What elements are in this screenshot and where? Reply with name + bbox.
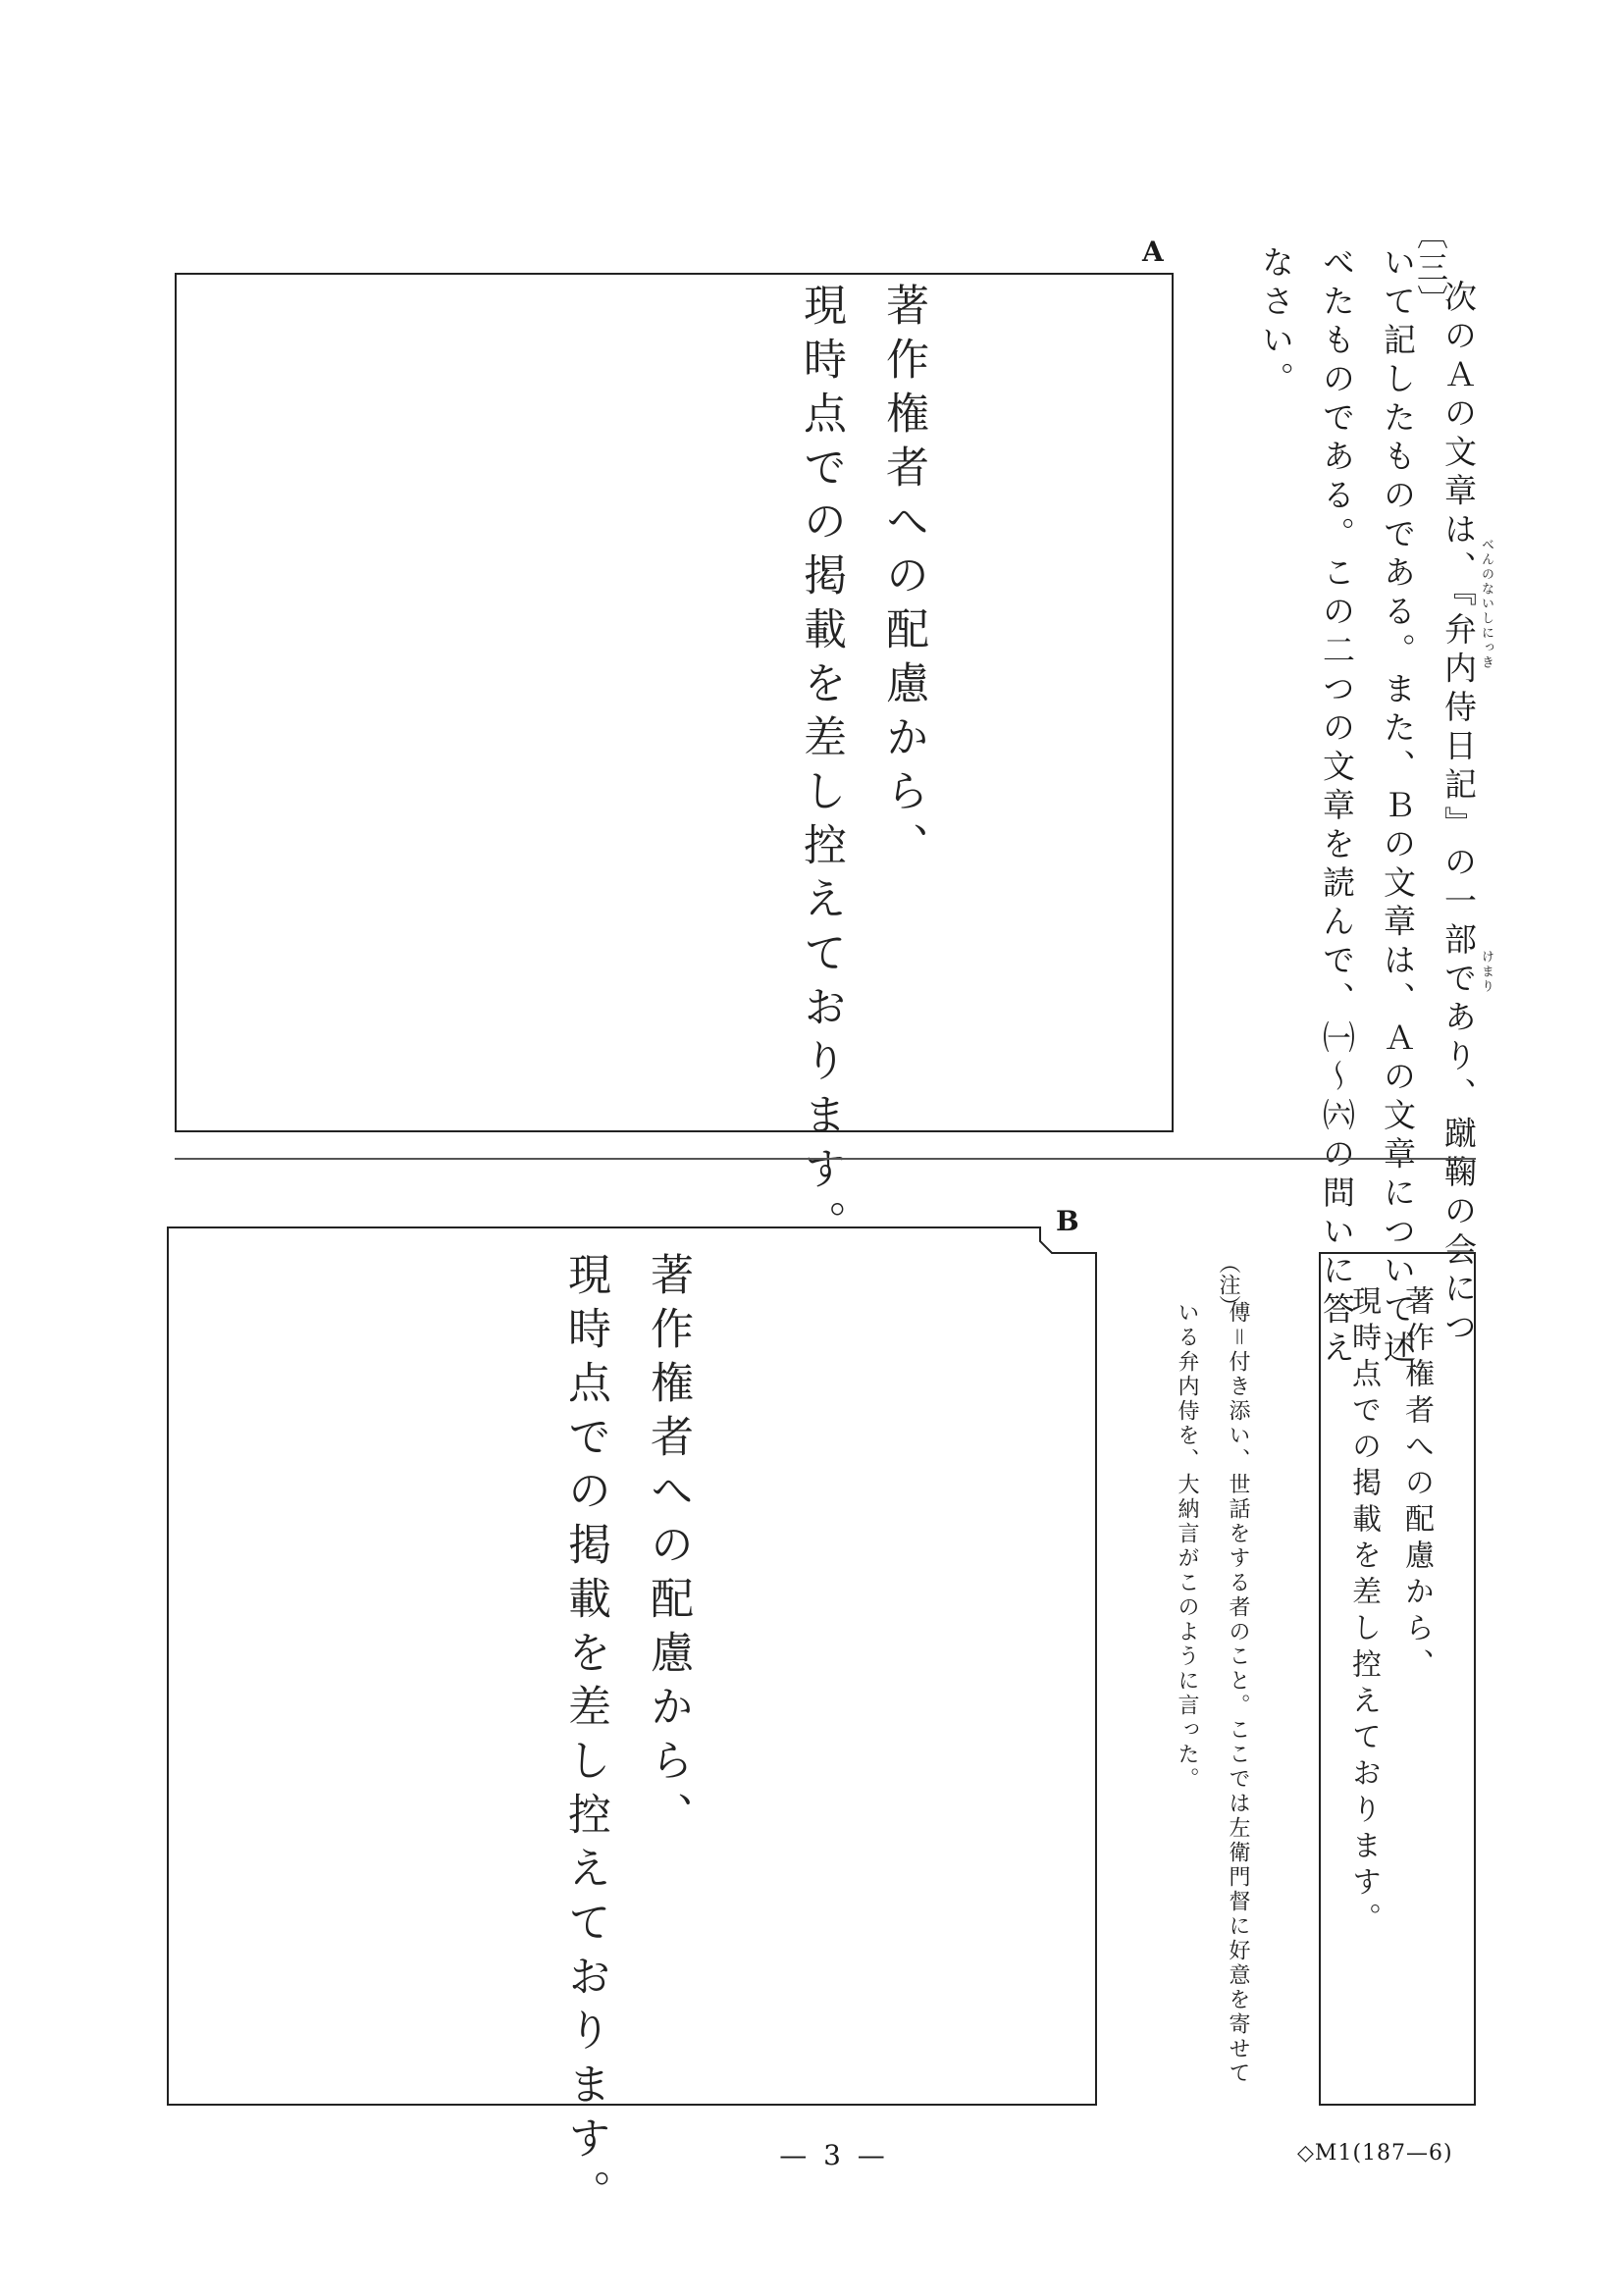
passage-a-box xyxy=(175,273,1174,1254)
side-passage-box xyxy=(1319,1252,1476,2106)
question-number: 〔三〕 xyxy=(1412,218,1449,318)
instruction-line-4: なさい。 xyxy=(1257,245,1295,400)
instruction-line-3: べたものである。この二つの文章を読んで、㈠〜㈥の問いに答え xyxy=(1318,245,1356,1370)
page-number: — 3 — xyxy=(779,2139,889,2171)
passage-b-label: B xyxy=(1056,1205,1079,1237)
note-label: （注） xyxy=(1216,1252,1240,1317)
ruby-bennaishinikki: べんのないしにっき xyxy=(1479,538,1493,670)
side-passage-line-2: 現時点での掲載を差し控えております。 xyxy=(1346,1285,1381,1939)
note-line-1: 傅＝付き添い、世話をする者のこと。ここでは左衛門督に好意を寄せて xyxy=(1226,1301,1250,2086)
passage-b-frame xyxy=(167,1226,1097,2106)
passage-a-line-2: 現時点での掲載を差し控えております。 xyxy=(796,283,846,1254)
instruction-line-1: 次のＡの文章は、『弁内侍日記』の一部であり、蹴鞠の会につ xyxy=(1440,280,1478,1349)
passage-a-label: A xyxy=(1142,235,1164,268)
note-line-2: いる弁内侍を、大納言がこのように言った。 xyxy=(1175,1301,1199,1792)
side-passage-line-1: 著作権者への配慮から、 xyxy=(1399,1285,1434,1685)
passage-b-box xyxy=(167,1226,1097,2223)
instruction-line-2: いて記したものである。また、Ｂの文章は、Ａの文章について述 xyxy=(1379,245,1417,1370)
section-divider xyxy=(175,1158,1476,1160)
exam-code: ◇M1(187—6) xyxy=(1297,2141,1453,2166)
passage-b-line-2: 現時点での掲載を差し控えております。 xyxy=(560,1252,610,2223)
passage-a-line-1: 著作権者への配慮から、 xyxy=(878,283,928,876)
ruby-kemari: けまり xyxy=(1479,950,1493,994)
passage-b-line-1: 著作権者への配慮から、 xyxy=(643,1252,693,1846)
